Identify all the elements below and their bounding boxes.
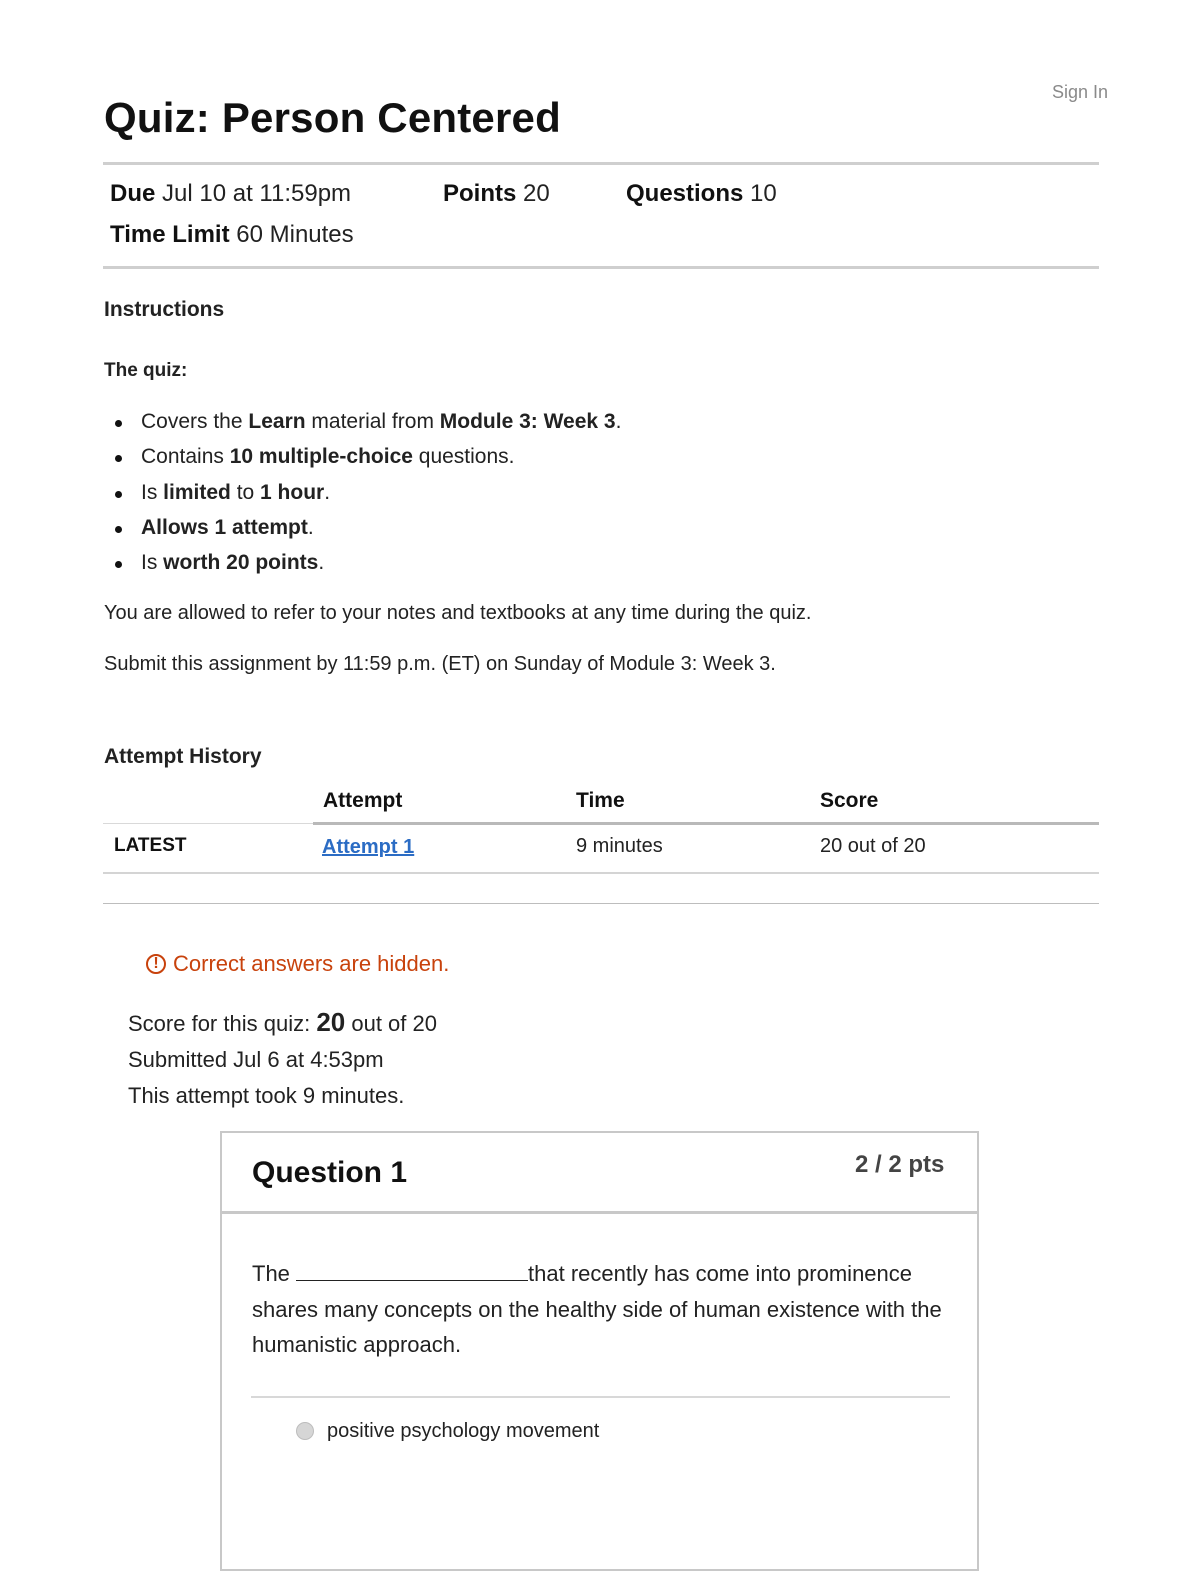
questions-info [626,180,777,208]
bullet-text: . [307,515,314,539]
bullet-text: Covers the [141,410,249,433]
due-value: Jul 10 at 11:59pm [162,180,352,207]
instructions-heading: Instructions [104,298,225,321]
answer-radio[interactable] [296,1422,314,1440]
exclamation-circle-icon: ! [146,954,166,974]
title-divider [103,162,1099,165]
bullet-text: . [615,410,622,433]
attempt-duration: This attempt took 9 minutes. [128,1083,405,1108]
question-text-end: that recently has come into prominence shares many concepts on the healthy side of human existence with the humanistic approach. [252,1261,942,1357]
question-text [252,1256,952,1363]
score-prefix: Score for this quiz: [128,1011,317,1036]
table-header-rule [313,822,1099,825]
score-suffix: out of 20 [345,1011,437,1036]
bullet-bold: Allows 1 attempt [141,515,308,539]
bullet-bold: 10 multiple-choice [229,445,413,469]
question-text-start: The [252,1261,297,1286]
points-info [443,180,550,208]
list-item [112,442,621,477]
instructions-list [112,407,621,583]
list-item [112,513,621,548]
questions-value: 10 [750,180,777,207]
quiz-label: The quiz: [104,360,188,381]
bullet-text: Is [141,551,164,575]
attempt-time: 9 minutes [576,835,663,857]
bullet-text: Is [141,480,164,504]
bullet-bold: limited [163,480,231,504]
table-row-divider [103,872,1099,874]
table-header-rule-left [103,823,313,824]
points-value: 20 [523,180,550,207]
quiz-score [128,1007,437,1038]
due-label: Due [110,180,156,207]
correct-answers-hidden-notice [146,951,449,977]
bullet-text: questions. [412,445,515,469]
bullet-bold: 1 hour [260,480,325,504]
attempt-history-heading: Attempt History [104,745,262,768]
bullet-text: . [324,480,331,504]
time-limit-info [110,221,354,249]
notes-paragraph: You are allowed to refer to your notes and textbooks at any time during the quiz. [104,602,812,624]
questions-label: Questions [626,180,744,207]
submitted-time: Submitted Jul 6 at 4:53pm [128,1047,384,1072]
bullet-text: to [230,480,261,504]
submit-paragraph: Submit this assignment by 11:59 p.m. (ET) on Sunday of Module 3: Week 3. [104,653,776,675]
question-points: 2 / 2 pts [855,1151,945,1178]
bullet-bold: Learn [248,410,306,433]
column-header-attempt: Attempt [323,789,403,812]
column-header-score: Score [820,789,879,812]
sign-in-link[interactable]: Sign In [1052,82,1109,102]
column-header-time: Time [576,789,625,812]
time-limit-label: Time Limit [110,221,230,248]
bullet-bold: Module 3: Week 3 [439,410,616,433]
score-value: 20 [316,1007,346,1037]
bullet-text: . [318,551,325,575]
bullet-bold: worth 20 points [163,551,319,575]
list-item [112,478,621,513]
attempt-1-link[interactable]: Attempt 1 [322,836,415,858]
bullet-text: Contains [141,445,230,469]
warning-text: Correct answers are hidden. [173,951,450,976]
bullet-text: material from [305,410,440,433]
attempt-score: 20 out of 20 [820,835,926,857]
due-info [110,180,351,208]
question-title: Question 1 [252,1156,408,1189]
list-item [112,407,621,442]
page-title: Quiz: Person Centered [104,94,561,141]
meta-divider [103,266,1099,269]
time-limit-value: 60 Minutes [236,221,354,248]
points-label: Points [443,180,517,207]
latest-tag: LATEST [114,835,187,856]
section-divider [103,903,1099,904]
list-item [112,548,621,583]
fill-in-blank [296,1260,528,1281]
answer-label: positive psychology movement [327,1420,600,1442]
question-answer-divider [251,1396,950,1398]
